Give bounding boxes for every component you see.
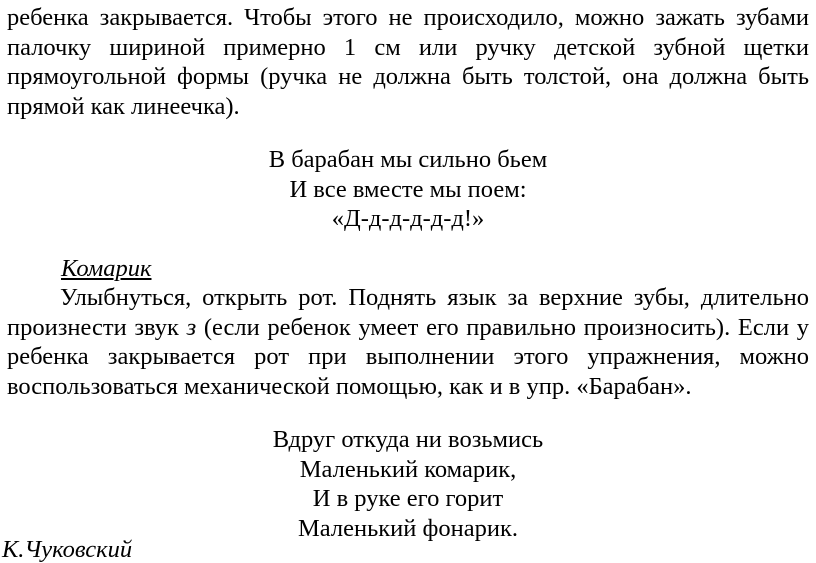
verse-line: Вдруг откуда ни возьмись xyxy=(272,426,544,453)
exercise-title: Комарик xyxy=(61,255,152,282)
verse-line: «Д-д-д-д-д-д!» xyxy=(331,205,485,233)
verse-line: В барабан мы сильно бьем xyxy=(268,146,548,173)
verse-line: Маленький фонарик. xyxy=(297,514,518,542)
verse-line: Маленький комарик, xyxy=(299,455,517,483)
exercise-text-after: (если ребенок умеет его правильно произносить). Если у ребенка закрывается рот при выполнении этого упражнения, можно воспользоваться механической помощью, как и в упр. «Барабан». xyxy=(7,313,809,400)
mosquito-verse xyxy=(0,425,816,543)
exercise-sound: з xyxy=(186,313,197,341)
author-attribution: К.Чуковский xyxy=(2,536,133,563)
drum-verse xyxy=(0,145,816,234)
exercise-text-before: Улыбнуться, открыть рот. Поднять язык за верхние зубы, длительно произнести звук xyxy=(7,284,809,341)
verse-line: И в руке его горит xyxy=(312,485,504,513)
verse-line: И все вместе мы поем: xyxy=(289,175,527,203)
intro-paragraph: ребенка закрывается. Чтобы этого не происходило, можно зажать зубами палочку шириной примерно 1 см или ручку детской зубной щетки прямоугольной формы (ручка не должна быть толстой, она должна быть прямой как линеечка). xyxy=(7,4,809,120)
exercise-paragraph xyxy=(7,283,809,401)
